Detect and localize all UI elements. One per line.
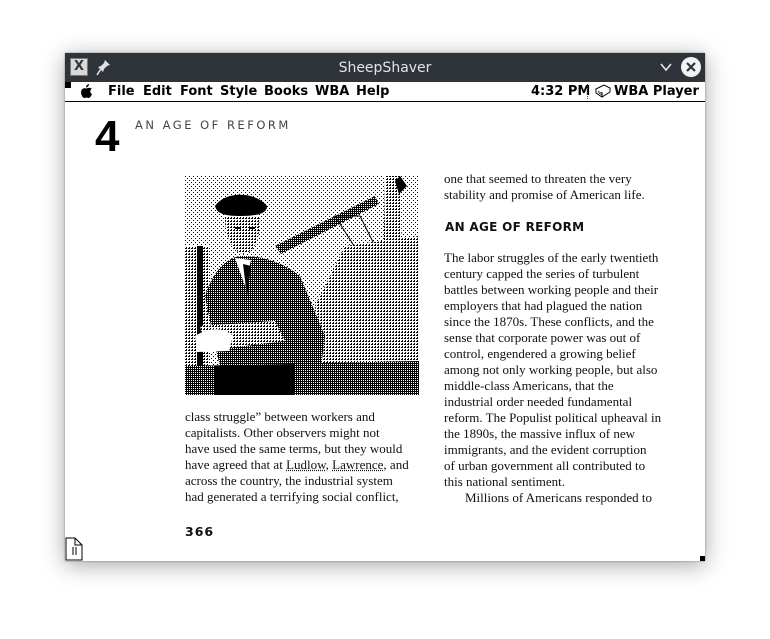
menu-help[interactable]: Help <box>356 84 390 99</box>
text-line: have used the same terms, but they would <box>185 441 403 456</box>
column2-top-text <box>444 171 684 203</box>
menu-style[interactable]: Style <box>220 84 258 99</box>
column1-body-text <box>185 409 425 505</box>
text-line: control, engendered a growing belief <box>444 346 636 361</box>
text-line: industrial order needed fundamental <box>444 394 633 409</box>
close-icon <box>681 57 701 77</box>
app-menu-wba-player[interactable]: WBA Player <box>614 84 699 99</box>
page-number: 366 <box>185 524 215 539</box>
text-fragment: have agreed that at <box>185 457 287 472</box>
text-line: among not only working people, but also <box>444 362 658 377</box>
text-line: across the country, the industrial system <box>185 473 393 488</box>
text-line-indented: Millions of Americans responded to <box>465 490 653 505</box>
text-line: of urban government all contributed to <box>444 458 646 473</box>
text-line: capitalists. Other observers might not <box>185 425 380 440</box>
section-heading: AN AGE OF REFORM <box>445 220 585 234</box>
text-line: century capped the series of turbulent <box>444 266 640 281</box>
text-line: immigrants, and the evident corruption <box>444 442 647 457</box>
menubar-separator <box>587 84 591 99</box>
menu-edit[interactable]: Edit <box>143 84 172 99</box>
sheepshaver-app-icon[interactable]: X <box>70 58 88 76</box>
historical-photo[interactable] <box>185 176 419 395</box>
text-line: battles between working people and their <box>444 282 659 297</box>
menu-books[interactable]: Books <box>264 84 309 99</box>
mac-menu-bar <box>65 82 705 102</box>
book-icon[interactable] <box>595 84 611 98</box>
text-line: employers that had plagued the nation <box>444 298 643 313</box>
menu-file[interactable]: File <box>108 84 135 99</box>
text-line: had generated a terrifying social conflict, <box>185 489 399 504</box>
title-bar[interactable] <box>65 53 705 82</box>
menubar-clock[interactable]: 4:32 PM <box>531 84 591 99</box>
lawrence-link[interactable]: Lawrence <box>332 457 384 472</box>
text-line: this national sentiment. <box>444 474 565 489</box>
chapter-title: AN AGE OF REFORM <box>135 118 291 132</box>
text-line: the 1890s, the massive influx of new <box>444 426 635 441</box>
close-button[interactable] <box>681 57 701 77</box>
text-line: stability and promise of American life. <box>444 187 645 202</box>
text-line: sense that corporate power was out of <box>444 330 641 345</box>
text-line: middle-class Americans, that the <box>444 378 614 393</box>
text-line: one that seemed to threaten the very <box>444 171 632 186</box>
menubar-corner <box>65 82 71 88</box>
text-line: reform. The Populist political upheaval in <box>444 410 662 425</box>
chevron-down-icon[interactable] <box>659 60 673 74</box>
text-line: The labor struggles of the early twentieth <box>444 250 659 265</box>
text-line: since the 1870s. These conflicts, and the <box>444 314 654 329</box>
text-line: class struggle” between workers and <box>185 409 375 424</box>
text-fragment: , and <box>383 457 409 472</box>
menu-font[interactable]: Font <box>180 84 213 99</box>
column2-body-text <box>444 250 684 506</box>
menu-wba[interactable]: WBA <box>315 84 350 99</box>
page-turn-icon[interactable] <box>65 537 83 561</box>
window-title: SheepShaver <box>338 60 432 76</box>
resize-handle[interactable] <box>700 556 705 561</box>
sheepshaver-window <box>65 53 705 561</box>
chapter-number: 4 <box>95 112 120 161</box>
book-page <box>65 102 705 561</box>
text-line <box>185 457 425 473</box>
ludlow-link[interactable]: Ludlow <box>286 457 326 472</box>
apple-menu-icon[interactable] <box>80 83 93 99</box>
text-fragment: , <box>325 457 333 472</box>
